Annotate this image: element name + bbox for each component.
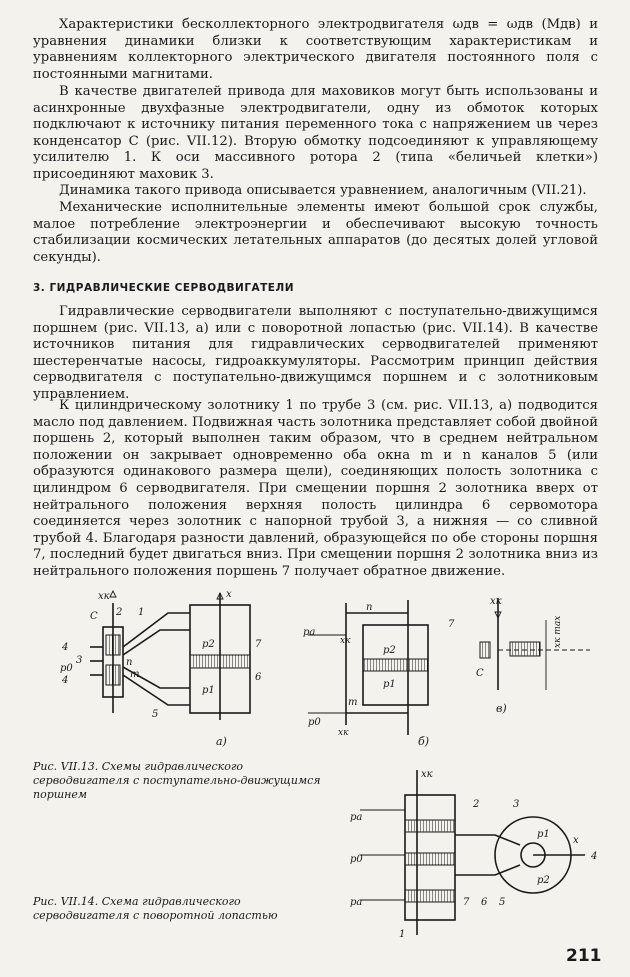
label-sub-c: в)	[496, 702, 507, 715]
label-x: x	[573, 835, 579, 846]
paragraph-1: Характеристики бесколлекторного электродвигателя ωдв = ωдв (Mдв) и уравнения динамики близки к соответствующим характеристикам и уравнениям коллекторного электрического двигателя постоянного поля с постоянными магнитами.	[33, 17, 598, 82]
label-p0: p0	[308, 717, 321, 728]
label-xk-top: xк	[340, 636, 351, 646]
label-x: x	[226, 589, 232, 600]
label-p1: p1	[202, 685, 215, 696]
label-p2: p2	[202, 639, 215, 650]
label-n: n	[126, 657, 133, 668]
label-xk: xк	[98, 591, 110, 602]
label-6: 6	[255, 672, 262, 683]
label-4b: 4	[62, 675, 69, 686]
label-4: 4	[591, 851, 598, 862]
label-p2: p2	[537, 875, 550, 886]
paragraph-4: Механические исполнительные элементы имеют большой срок службы, малое потребление электроэнергии и обеспечивают высокую точность стабилизации космических летательных аппаратов (до десятых долей угловой секунды).	[33, 200, 598, 265]
label-p1: p1	[537, 829, 550, 840]
figure-13c	[470, 590, 620, 720]
label-7: 7	[448, 619, 455, 630]
caption-fig13: Рис. VII.13. Схемы гидравлического серводвигателя с поступательно-движущимся поршнем	[33, 760, 321, 801]
caption-fig14: Рис. VII.14. Схема гидравлического серводвигателя с поворотной лопастью	[33, 895, 278, 922]
label-n: n	[366, 602, 373, 613]
label-p0: p0	[350, 854, 363, 865]
label-7: 7	[463, 897, 470, 908]
label-xk: xк	[421, 769, 433, 780]
label-p1: p1	[383, 679, 396, 690]
label-pa: pa	[303, 627, 316, 638]
label-pa-bottom: pa	[350, 897, 363, 908]
label-1: 1	[399, 929, 406, 940]
label-2: 2	[116, 607, 123, 618]
label-pa-top: pa	[350, 812, 363, 823]
label-xk-bottom: xк	[338, 728, 349, 738]
label-c: C	[476, 668, 484, 679]
label-4a: 4	[62, 642, 69, 653]
label-sub-b: б)	[418, 735, 430, 748]
label-xk-max: xк max	[553, 615, 563, 648]
label-xk: xк	[490, 596, 502, 607]
paragraph-3: Динамика такого привода описывается уравнением, аналогичным (VII.21).	[59, 183, 587, 198]
label-c: C	[90, 611, 98, 622]
label-m: m	[130, 669, 140, 680]
section-paragraph-1: Гидравлические серводвигатели выполняют с поступательно-движущимся поршнем (рис. VII.13, а) или с поворотной лопастью (рис. VII.14). В качестве источников питания для гидравлических серводвигателей применяют шестеренчатые насосы, гидроаккумуляторы. Рассмотрим принцип действия серводвигателя с поступательно-движущимся поршнем и с золотниковым управлением.	[33, 304, 598, 402]
label-sub-a: а)	[216, 735, 227, 748]
label-p0: p0	[60, 663, 73, 674]
label-6: 6	[481, 897, 488, 908]
figure-14	[345, 765, 605, 945]
label-2: 2	[473, 799, 480, 810]
label-5: 5	[152, 709, 159, 720]
paragraph-2: В качестве двигателей привода для маховиков могут быть использованы и асинхронные двухфазные электродвигатели, одну из обмоток которых подключают к источнику питания переменного тока с напряжением uв через конденсатор C (рис. VII.12). Вторую обмотку подсоединяют к управляющему усилителю 1. К оси массивного ротора 2 (типа «беличьей клетки») присоединяют маховик 3.	[33, 84, 598, 182]
figure-13a	[40, 585, 280, 750]
section-heading: 3. ГИДРАВЛИЧЕСКИЕ СЕРВОДВИГАТЕЛИ	[33, 282, 294, 294]
page-number: 211	[566, 946, 602, 966]
label-m: m	[348, 697, 358, 708]
label-3: 3	[76, 655, 83, 666]
section-paragraph-2: К цилиндрическому золотнику 1 по трубе 3 (см. рис. VII.13, а) подводится масло под давлением. Подвижная часть золотника представляет собой двойной поршень 2, который выполнен таким образом, что в среднем нейтральном положении он закрывает одновременно оба окна m и n каналов 5 (или образуются одинакового размера щели), соединяющих полость золотника с цилиндром 6 серводвигателя. При смещении поршня 2 золотника вверх от нейтрального положения верхняя полость цилиндра 6 сервомотора соединяется через золотник с напорной трубой 3, а нижняя — со сливной трубой 4. Благодаря разности давлений, образующейся по обе стороны поршня 7, последний будет двигаться вниз. При смещении поршня 2 золотника вниз из нейтрального положения поршень 7 получает обратное движение.	[33, 398, 598, 579]
label-3: 3	[513, 799, 520, 810]
label-p2: p2	[383, 645, 396, 656]
label-5: 5	[499, 897, 506, 908]
label-1: 1	[138, 607, 145, 618]
figure-13b	[298, 595, 468, 750]
label-7: 7	[255, 639, 262, 650]
